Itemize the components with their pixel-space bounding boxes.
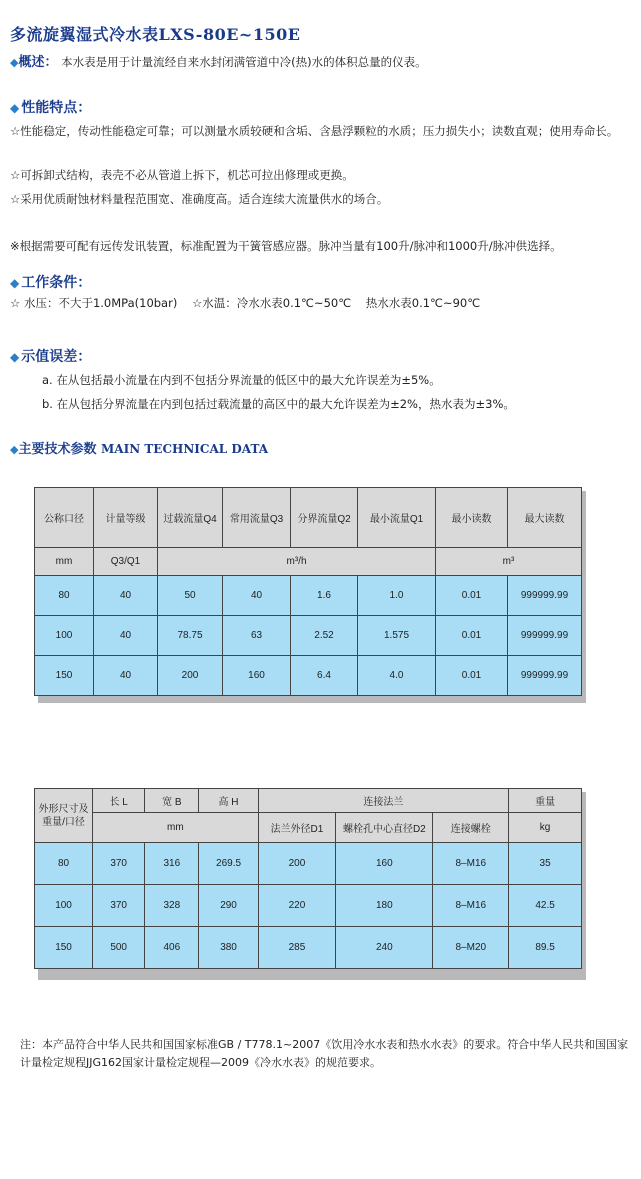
feature-item-3: ☆采用优质耐蚀材料量程范围宽、准确度高。适合连续大流量供水的场合。: [10, 192, 389, 206]
table-row: [35, 885, 582, 927]
cell: 285: [258, 927, 336, 969]
unit-cell: Q3/Q1: [94, 548, 158, 576]
cell: 80: [35, 843, 93, 885]
table-row: [35, 656, 582, 696]
features-heading-text: 性能特点：: [21, 100, 92, 116]
cell: 160: [223, 656, 291, 696]
col-header: 宽 B: [145, 789, 199, 813]
cell: 1.0: [358, 576, 436, 616]
unit-cell-reading: m³: [436, 548, 582, 576]
col-header: 计量等级: [94, 488, 158, 548]
cell: 100: [35, 885, 93, 927]
technical-data-table: [34, 487, 582, 696]
unit-cell-mm: mm: [93, 813, 259, 843]
diamond-icon: ◆: [10, 443, 19, 456]
cell: 150: [35, 927, 93, 969]
cell: 63: [223, 616, 291, 656]
error-item-b: b. 在从包括分界流量在内到包括过载流量的高区中的最大允许误差为±2%，热水表为±3%。: [42, 397, 515, 411]
col-header-flange: 连接法兰: [258, 789, 509, 813]
col-header: 重量: [509, 789, 582, 813]
col-header: 常用流量Q3: [223, 488, 291, 548]
overview-heading: [10, 55, 57, 70]
col-header: 最小读数: [436, 488, 508, 548]
cell: 220: [258, 885, 336, 927]
cell: 40: [94, 656, 158, 696]
feature-item-2: ☆可拆卸式结构，表壳不必从管道上拆下，机芯可拉出修理或更换。: [10, 168, 354, 182]
overview-line: [10, 52, 635, 73]
cell: 290: [199, 885, 258, 927]
table-row: [35, 927, 582, 969]
col-header: 最大读数: [508, 488, 582, 548]
col-header: 螺栓孔中心直径D2: [336, 813, 433, 843]
cell: 500: [93, 927, 145, 969]
unit-cell-kg: kg: [509, 813, 582, 843]
col-header: 最小流量Q1: [358, 488, 436, 548]
cell: 200: [158, 656, 223, 696]
cell: 78.75: [158, 616, 223, 656]
cell: 999999.99: [508, 656, 582, 696]
cell: 316: [145, 843, 199, 885]
conditions-heading-text: 工作条件：: [21, 275, 92, 291]
cell: 42.5: [509, 885, 582, 927]
features-heading: [10, 97, 91, 117]
diamond-icon: ◆: [10, 276, 20, 290]
cell: 6.4: [291, 656, 358, 696]
cell: 35: [509, 843, 582, 885]
cell: 100: [35, 616, 94, 656]
overview-text: 本水表是用于计量流经自来水封闭满管道中冷(热)水的体积总量的仪表。: [61, 55, 427, 69]
cell: 2.52: [291, 616, 358, 656]
cell: 1.6: [291, 576, 358, 616]
cell: 999999.99: [508, 576, 582, 616]
footnote: 注：本产品符合中华人民共和国国家标准GB / T778.1~2007《饮用冷水水表和热水水表》的要求。符合中华人民共和国国家计量检定规程JJG162国家计量检定规程—2009《冷水水表》的规范要求。: [20, 1038, 629, 1069]
cell: 40: [94, 576, 158, 616]
cell: 4.0: [358, 656, 436, 696]
cell: 370: [93, 843, 145, 885]
cell: 406: [145, 927, 199, 969]
cell: 8–M16: [433, 843, 509, 885]
cell: 200: [258, 843, 336, 885]
col-header: 长 L: [93, 789, 145, 813]
error-heading-text: 示值误差：: [21, 349, 92, 365]
cell: 40: [223, 576, 291, 616]
cell: 8–M20: [433, 927, 509, 969]
table-row: [35, 843, 582, 885]
corner-header: 外形尺寸及重量/口径: [35, 789, 93, 843]
table-row: [35, 576, 582, 616]
col-header: 分界流量Q2: [291, 488, 358, 548]
cell: 0.01: [436, 576, 508, 616]
cell: 240: [336, 927, 433, 969]
cell: 160: [336, 843, 433, 885]
diamond-icon: ◆: [10, 101, 20, 115]
page-title: 多流旋翼湿式冷水表LXS-80E~150E: [10, 25, 301, 44]
overview-heading-text: 概述：: [18, 55, 58, 70]
unit-cell-flow: m³/h: [158, 548, 436, 576]
cell: 89.5: [509, 927, 582, 969]
cell: 150: [35, 656, 94, 696]
cell: 269.5: [199, 843, 258, 885]
cell: 370: [93, 885, 145, 927]
col-header: 高 H: [199, 789, 258, 813]
col-header: 过载流量Q4: [158, 488, 223, 548]
cell: 0.01: [436, 616, 508, 656]
conditions-text: ☆ 水压：不大于1.0MPa(10bar) ☆水温：冷水水表0.1℃~50℃ 热水水表0.1℃~90℃: [10, 296, 481, 310]
feature-item-1: ☆性能稳定，传动性能稳定可靠；可以测量水质较硬和含垢、含悬浮颗粒的水质；压力损失小；读数直观；使用寿命长。: [10, 124, 619, 138]
table2-header-row: [35, 789, 582, 813]
tech-heading-cn: 主要技术参数: [18, 442, 97, 457]
diamond-icon: ◆: [10, 350, 20, 364]
col-header: 公称口径: [35, 488, 94, 548]
table-row: [35, 616, 582, 656]
cell: 328: [145, 885, 199, 927]
col-header: 法兰外径D1: [258, 813, 336, 843]
cell: 50: [158, 576, 223, 616]
features-remark: ※根据需要可配有远传发讯装置，标准配置为干簧管感应器。脉冲当量有100升/脉冲和1000升/脉冲供选择。: [10, 239, 562, 253]
cell: 0.01: [436, 656, 508, 696]
table1-header-row: [35, 488, 582, 548]
col-header: 连接螺栓: [433, 813, 509, 843]
conditions-heading: [10, 272, 91, 292]
error-item-a: a. 在从包括最小流量在内到不包括分界流量的低区中的最大允许误差为±5%。: [42, 373, 441, 387]
cell: 80: [35, 576, 94, 616]
cell: 8–M16: [433, 885, 509, 927]
tech-heading-en: MAIN TECHNICAL DATA: [101, 442, 269, 456]
cell: 40: [94, 616, 158, 656]
cell: 380: [199, 927, 258, 969]
dimensions-table: [34, 788, 582, 969]
error-heading: [10, 346, 91, 366]
diamond-icon: ◆: [10, 56, 19, 69]
tech-data-heading: [10, 438, 268, 457]
table2-subheader-row: [35, 813, 582, 843]
table1-unit-row: [35, 548, 582, 576]
cell: 999999.99: [508, 616, 582, 656]
cell: 180: [336, 885, 433, 927]
cell: 1.575: [358, 616, 436, 656]
unit-cell: mm: [35, 548, 94, 576]
